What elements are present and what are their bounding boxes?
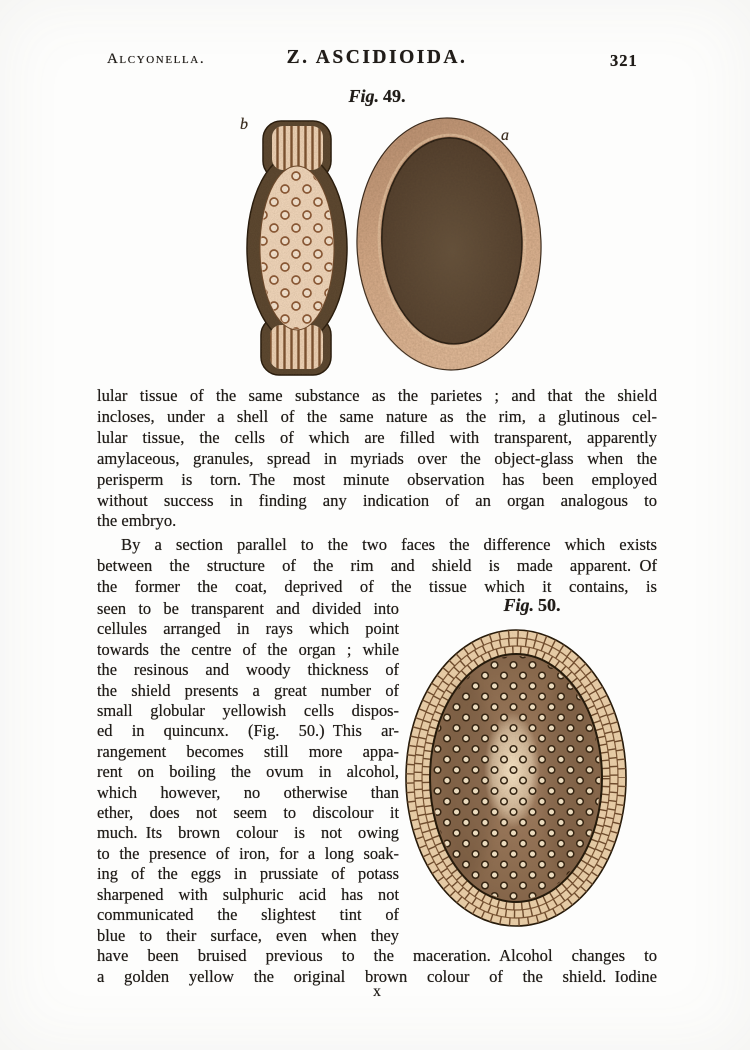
fig49a-oval-egg-illustration	[355, 116, 545, 374]
text-line: amylaceous, granules, spread in myriads over the object-glass when the	[97, 448, 657, 468]
fig49-caption	[97, 86, 657, 107]
text-line: the embryo.	[97, 511, 177, 531]
left-column-text	[97, 599, 399, 946]
text-line: communicated the slightest tint of	[97, 905, 399, 925]
text-line: lular tissue, the cells of which are filled with transparent, apparently	[97, 427, 657, 447]
text-line: sharpened with sulphuric acid has not	[97, 884, 399, 904]
text-line: the shield presents a great number of	[97, 680, 399, 700]
text-line: rangement becomes still more appa-	[97, 741, 399, 761]
text-line: cellules arranged in rays which point	[97, 619, 399, 639]
text-line: have been bruised previous to the maceration. Alcohol changes to	[97, 946, 657, 965]
text-line: ing of the eggs in prussiate of potass	[97, 864, 399, 884]
fig50-caption-word: Fig.	[503, 595, 534, 615]
text-line: small globular yellowish cells dispos-	[97, 701, 399, 721]
text-line: a golden yellow the original brown colour of the shield. Iodine	[97, 967, 657, 986]
text-line: incloses, under a shell of the same nature as the rim, a glutinous cel-	[97, 406, 657, 426]
paragraph-1	[97, 386, 657, 532]
text-line: blue to their surface, even when they	[97, 925, 399, 945]
fig50-caption-number: 50.	[538, 595, 561, 615]
fig50-ovum-illustration	[404, 628, 628, 928]
text-line: lular tissue of the same substance as the parietes ; and that the shield	[97, 386, 657, 405]
bottom-paragraph	[97, 945, 657, 987]
fig49-label-a: a	[501, 127, 509, 144]
text-line: the former the coat, deprived of the tissue which it contains, is	[97, 576, 657, 596]
fig49-caption-word: Fig.	[348, 86, 379, 106]
text-line: By a section parallel to the two faces the difference which exists	[121, 535, 657, 554]
text-line: without success in finding any indication of an organ analogous to	[97, 490, 657, 510]
fig49b-capsule-egg-illustration	[246, 117, 348, 379]
text-line: seen to be transparent and divided into	[97, 599, 399, 618]
fig49-label-b: b	[240, 116, 248, 133]
text-line: which however, no otherwise than	[97, 782, 399, 802]
text-line: ed in quincunx. (Fig. 50.) This ar-	[97, 721, 399, 741]
text-line: to the presence of iron, for a long soak-	[97, 843, 399, 863]
signature-mark: x	[373, 983, 381, 1000]
text-line: much. Its brown colour is not owing	[97, 823, 399, 843]
paragraph-2	[97, 535, 657, 598]
text-line: rent on boiling the ovum in alcohol,	[97, 762, 399, 782]
text-line: the resinous and woody thickness of	[97, 660, 399, 680]
page-number: 321	[610, 51, 638, 70]
text-line: towards the centre of the organ ; while	[97, 639, 399, 659]
text-line: perisperm is torn. The most minute observation has been employed	[97, 469, 657, 489]
running-head-left: Alcyonella.	[107, 51, 206, 67]
text-line: between the structure of the rim and shield is made apparent. Of	[97, 555, 657, 575]
text-line: ether, does not seem to discolour it	[97, 803, 399, 823]
fig49-caption-number: 49.	[383, 86, 406, 106]
fig50-caption	[420, 595, 644, 616]
running-head-title: Z. ASCIDIOIDA.	[286, 47, 468, 68]
